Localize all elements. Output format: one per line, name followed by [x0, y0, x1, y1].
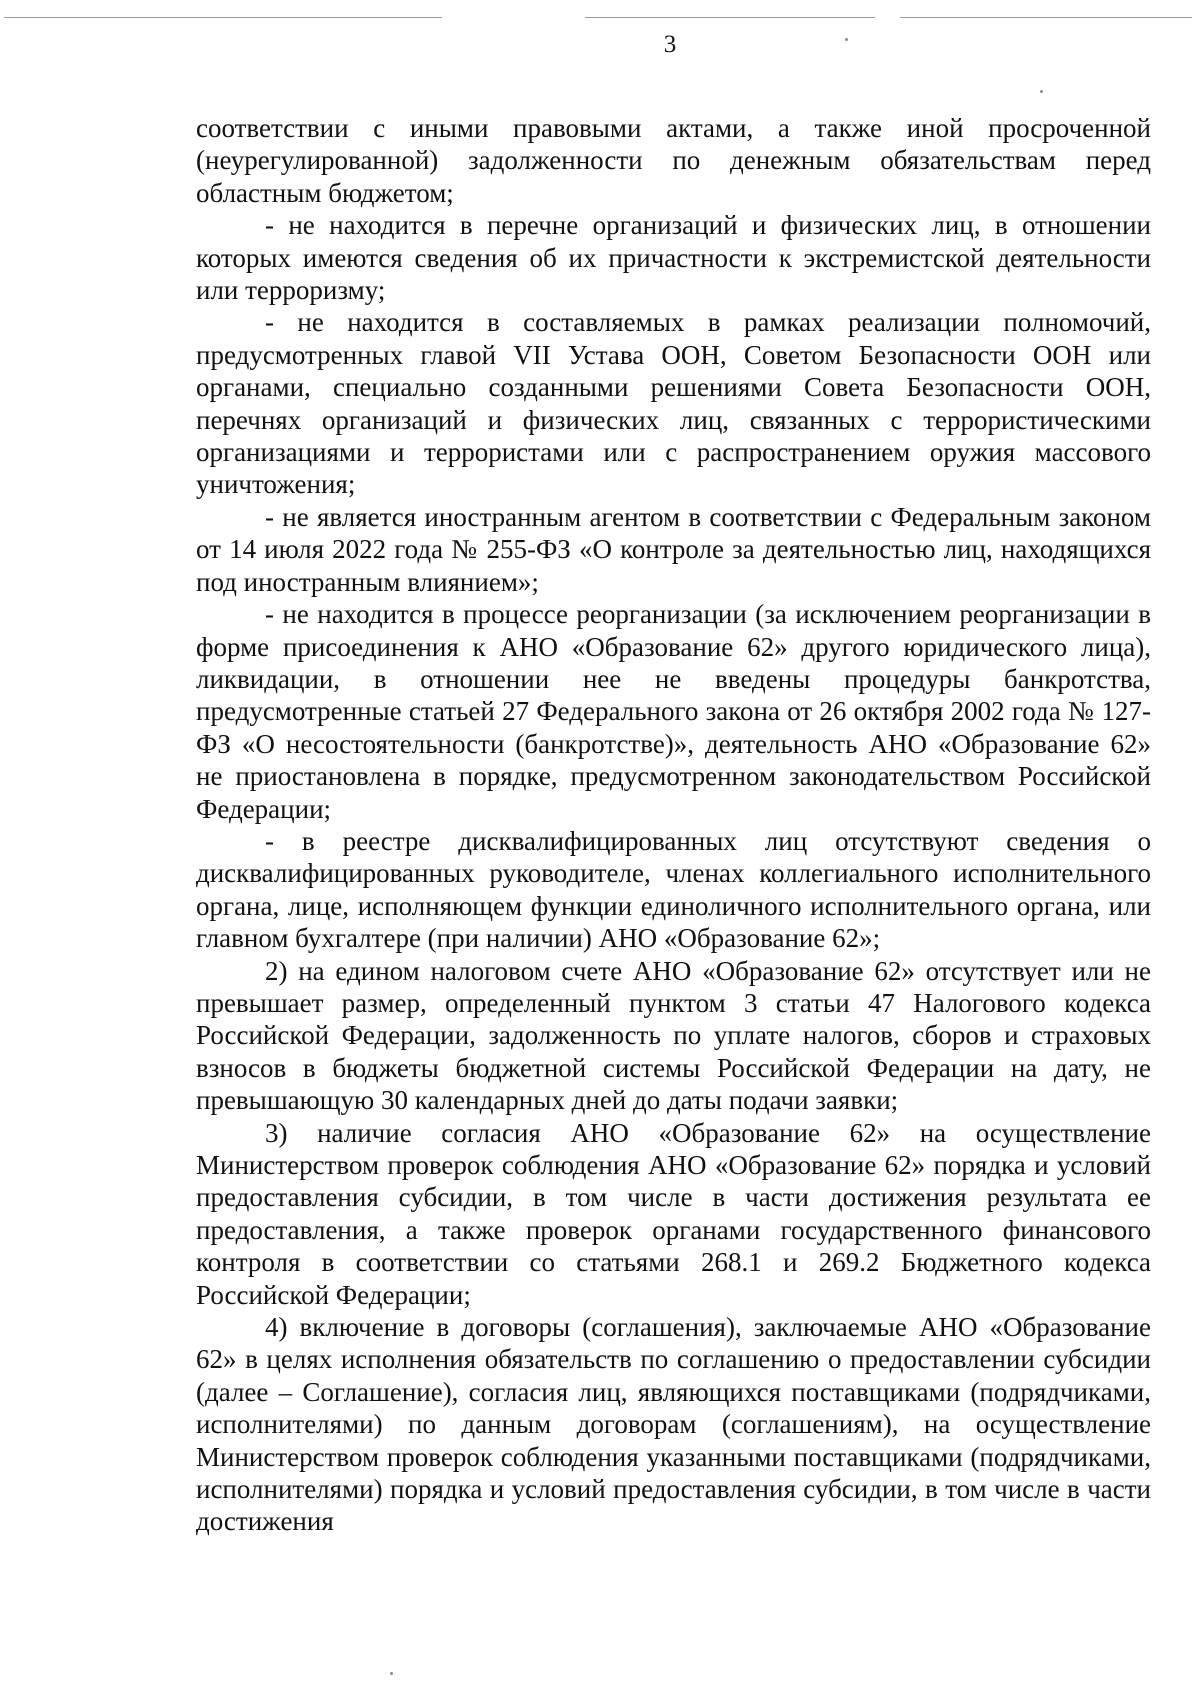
top-scan-rule-right [900, 17, 1192, 18]
top-scan-rule-left [4, 17, 442, 18]
paragraph-un-lists: - не находится в составляемых в рамках реализации полномочий, предусмотренных главой VII Устава ООН, Советом Безопасности ООН или органами, специально созданными решениями Совета Безопасности ООН, перечнях организаций и физических лиц, связанных с террористическими организациями и террористами или с распространением оружия массового уничтожения; [196, 307, 1151, 500]
paragraph-disqualified-persons: - в реестре дисквалифицированных лиц отсутствуют сведения о дисквалифицированных руководителе, членах коллегиального исполнительного органа, лице, исполняющем функции единоличного исполнительного органа, или главном бухгалтере (при наличии) АНО «Образование 62»; [196, 825, 1151, 954]
paragraph-item-4-contracts: 4) включение в договоры (соглашения), заключаемые АНО «Образование 62» в целях исполнения обязательств по соглашению о предоставлении субсидии (далее – Соглашение), согласия лиц, являющихся поставщиками (подрядчиками, исполнителями) по данным договорам (соглашениям), на осуществление Министерством проверок соблюдения указанными поставщиками (подрядчиками, исполнителями) порядка и условий предоставления субсидии, в том числе в части достижения [196, 1312, 1151, 1537]
document-body [196, 112, 1151, 1538]
paragraph-item-3-consent: 3) наличие согласия АНО «Образование 62» на осуществление Министерством проверок соблюдения АНО «Образование 62» порядка и условий предоставления субсидии, в том числе в части достижения результата ее предоставления, а также проверок органами государственного финансового контроля в соответствии со статьями 268.1 и 269.2 Бюджетного кодекса Российской Федерации; [196, 1117, 1151, 1310]
paragraph-extremism-list: - не находится в перечне организаций и физических лиц, в отношении которых имеются сведения об их причастности к экстремистской деятельности или терроризму; [196, 210, 1151, 306]
paragraph-continuation: соответствии с иными правовыми актами, а также иной просроченной (неурегулированной) задолженности по денежным обязательствам перед областным бюджетом; [196, 113, 1151, 208]
page-number: 3 [663, 31, 677, 58]
paragraph-item-2-tax: 2) на едином налоговом счете АНО «Образование 62» отсутствует или не превышает размер, определенный пунктом 3 статьи 47 Налогового кодекса Российской Федерации, задолженность по уплате налогов, сборов и страховых взносов в бюджеты бюджетной системы Российской Федерации на дату, не превышающую 30 календарных дней до даты подачи заявки; [196, 955, 1151, 1116]
paragraph-foreign-agent: - не является иностранным агентом в соответствии с Федеральным законом от 14 июля 2022 года № 255-ФЗ «О контроле за деятельностью лиц, находящихся под иностранным влиянием»; [196, 501, 1151, 597]
top-scan-rule-middle [585, 17, 875, 18]
paragraph-reorganization: - не находится в процессе реорганизации (за исключением реорганизации в форме присоединения к АНО «Образование 62» другого юридического лица), ликвидации, в отношении нее не введены процедуры банкротства, предусмотренные статьей 27 Федерального закона от 26 октября 2002 года № 127-ФЗ «О несостоятельности (банкротстве)», деятельность АНО «Образование 62» не приостановлена в порядке, предусмотренном законодательством Российской Федерации; [196, 599, 1151, 824]
scan-speck [845, 38, 848, 41]
scan-speck [1040, 90, 1043, 93]
scan-speck [390, 1672, 393, 1675]
